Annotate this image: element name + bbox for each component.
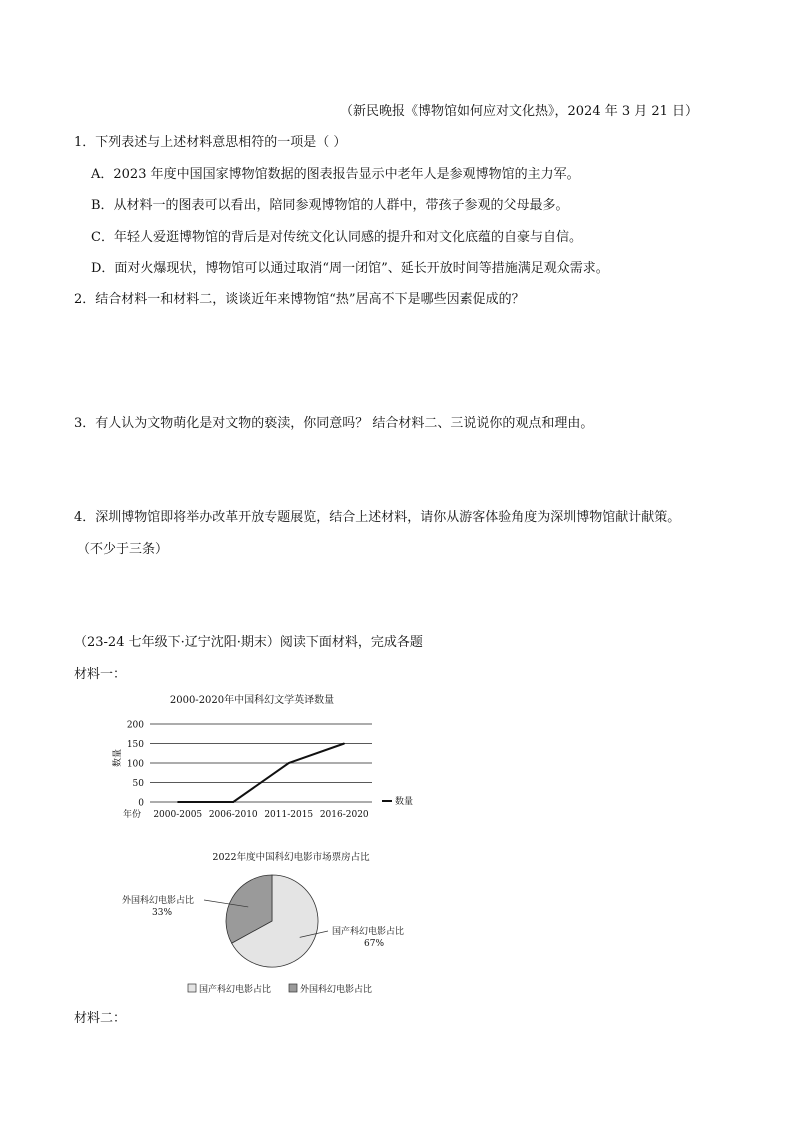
pie-pct-foreign: 33% [152, 908, 173, 918]
line-chart-y-tick-label: 150 [126, 740, 144, 750]
question-2: 2．结合材料一和材料二，谈谈近年来博物馆“热”居高不下是哪些因素促成的？ [74, 292, 525, 307]
source-citation: （新民晚报《博物馆如何应对文化热》，2024 年 3 月 21 日） [340, 104, 699, 119]
question-1-option-a: A．2023 年度中国国家博物馆数据的图表报告显示中老年人是参观博物馆的主力军。 [91, 167, 580, 182]
pie-pct-domestic: 67% [364, 939, 385, 949]
line-chart-data-point [177, 801, 179, 803]
pie-label-domestic: 国产科幻电影占比 [332, 927, 405, 937]
pie-legend-label: 外国科幻电影占比 [300, 985, 373, 995]
question-1: 1．下列表述与上述材料意思相符的一项是（ ） [74, 135, 347, 150]
line-chart-y-tick-label: 50 [132, 779, 144, 789]
pie-chart-title: 2022年度中国科幻电影市场票房占比 [212, 852, 370, 863]
line-chart-x-tick-label: 2006-2010 [208, 810, 258, 820]
question-1-option-c: C．年轻人爱逛博物馆的背后是对传统文化认同感的提升和对文化底蕴的自豪与自信。 [91, 230, 582, 245]
line-chart-title: 2000-2020年中国科幻文学英译数量 [169, 695, 335, 706]
pie-legend-swatch [188, 984, 196, 992]
pie-legend-label: 国产科幻电影占比 [199, 985, 272, 995]
line-chart-y-axis-label: 数量 [113, 748, 123, 768]
line-chart-series-line [178, 744, 345, 803]
pie-legend-swatch [289, 984, 297, 992]
line-chart-x-axis-label: 年份 [123, 810, 142, 820]
line-chart-data-point [232, 801, 234, 803]
line-chart-y-tick-label: 200 [126, 720, 144, 731]
line-chart-x-tick-label: 2011-2015 [264, 810, 314, 820]
question-4-note: （不少于三条） [77, 542, 169, 557]
line-chart-x-tick-label: 2000-2005 [153, 810, 203, 820]
material-2-label: 材料二： [74, 1011, 127, 1026]
question-3: 3．有人认为文物萌化是对文物的亵渎，你同意吗？ 结合材料二、三说说你的观点和理由。 [74, 416, 594, 431]
line-chart-y-tick-label: 0 [138, 798, 144, 809]
line-chart-data-point [343, 743, 345, 745]
line-chart-data-point [288, 762, 290, 764]
line-chart-x-tick-label: 2016-2020 [319, 810, 369, 820]
section-intro: （23-24 七年级下·辽宁沈阳·期末）阅读下面材料，完成各题 [74, 635, 423, 650]
question-4: 4．深圳博物馆即将举办改革开放专题展览，结合上述材料，请你从游客体验角度为深圳博物馆献计献策。 [74, 510, 681, 525]
pie-label-foreign: 外国科幻电影占比 [122, 896, 195, 906]
question-1-option-b: B．从材料一的图表可以看出，陪同参观博物馆的人群中，带孩子参观的父母最多。 [91, 198, 569, 213]
line-chart-y-tick-label: 100 [126, 759, 144, 770]
line-chart-legend-label: 数量 [395, 797, 414, 807]
question-1-option-d: D．面对火爆现状，博物馆可以通过取消“周一闭馆”、延长开放时间等措施满足观众需求。 [91, 261, 609, 276]
material-1-label: 材料一： [74, 667, 127, 682]
